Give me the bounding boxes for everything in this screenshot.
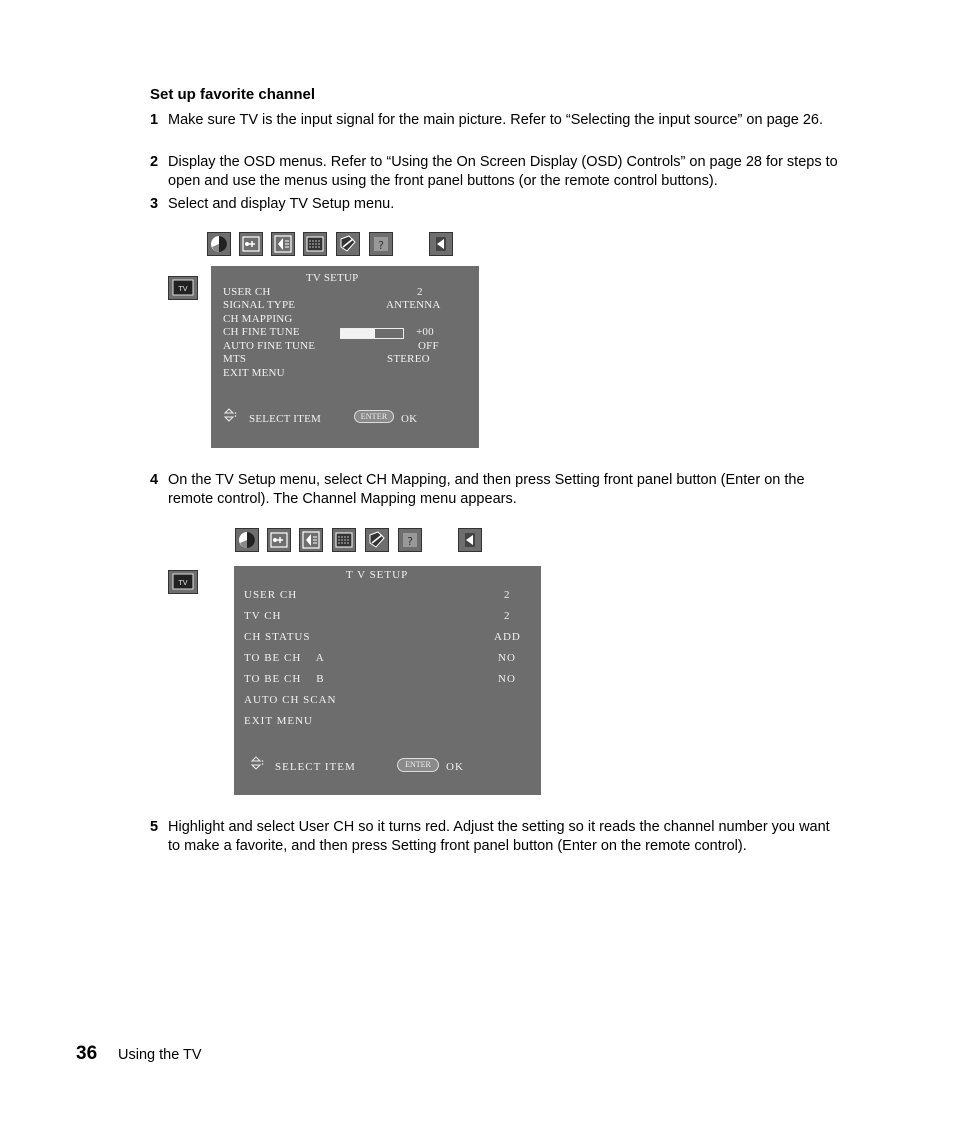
svg-text:?: ? [407, 535, 413, 548]
step-text: Select and display TV Setup menu. [168, 196, 395, 212]
exit-icon [429, 232, 453, 256]
step-4 [150, 471, 840, 509]
menu-item-auto-fine-tune[interactable]: AUTO FINE TUNE [223, 340, 316, 352]
step-text: Display the OSD menus. Refer to “Using the On Screen Display (OSD) Controls” on page 28 for steps to open and use the menus using the front panel buttons (or the remote control buttons). [168, 154, 838, 189]
osd-title: T V SETUP [346, 569, 409, 581]
menu-item-auto-ch-scan[interactable]: AUTO CH SCAN [244, 694, 337, 706]
menu-value: 2 [504, 589, 511, 601]
enter-button-icon: ENTER [354, 410, 394, 423]
settings-icon [336, 232, 360, 256]
up-down-arrows-icon [250, 756, 264, 770]
ok-label: OK [401, 413, 418, 425]
tv-icon-label: TV [178, 579, 188, 587]
step-5 [150, 818, 840, 856]
menu-value: 2 [417, 286, 423, 298]
menu-value: ADD [494, 631, 521, 643]
svg-text:?: ? [378, 239, 384, 252]
help-icon [369, 232, 393, 256]
ok-label: OK [446, 761, 464, 773]
menu-value: STEREO [387, 353, 430, 365]
color-icon [235, 528, 259, 552]
menu-item-signal-type[interactable]: SIGNAL TYPE [223, 299, 296, 311]
select-item-label: SELECT ITEM [249, 413, 321, 425]
tv-setup-osd-menu [211, 266, 479, 448]
step-number: 2 [150, 154, 159, 170]
menu-value: NO [498, 673, 516, 685]
fine-tune-slider-fill [341, 329, 375, 338]
menu-item-user-ch[interactable]: USER CH [244, 589, 298, 601]
menu-item-tv-ch[interactable]: TV CH [244, 610, 282, 622]
up-down-arrows-icon [223, 408, 237, 422]
step-number: 3 [150, 196, 159, 212]
menu-item-mts[interactable]: MTS [223, 353, 247, 365]
step-text: Make sure TV is the input signal for the main picture. Refer to “Selecting the input source” on page 26. [168, 112, 824, 128]
help-icon [398, 528, 422, 552]
menu-value: OFF [418, 340, 439, 352]
menu-value: NO [498, 652, 516, 664]
menu-item-to-be-ch-b[interactable]: TO BE CH B [244, 673, 325, 685]
tv-menu-icon [168, 276, 198, 300]
fine-tune-slider[interactable] [340, 328, 404, 339]
tv-icon-label: TV [178, 285, 188, 293]
channel-mapping-osd-menu [234, 566, 541, 795]
step-1 [150, 111, 840, 130]
audio-icon [299, 528, 323, 552]
menu-item-exit-menu[interactable]: EXIT MENU [244, 715, 313, 727]
menu-item-exit-menu[interactable]: EXIT MENU [223, 367, 285, 379]
step-text: Highlight and select User CH so it turns red. Adjust the setting so it reads the channel number you want to make a favorite, and then press Setting front panel button (Enter on the remote control). [168, 819, 830, 854]
osd-title: TV SETUP [306, 272, 359, 284]
step-2 [150, 153, 840, 191]
settings-icon [365, 528, 389, 552]
color-icon [207, 232, 231, 256]
menu-value: 2 [504, 610, 511, 622]
step-3 [150, 195, 840, 214]
menu-item-ch-mapping[interactable]: CH MAPPING [223, 313, 293, 325]
image-icon [332, 528, 356, 552]
menu-item-ch-fine-tune[interactable]: CH FINE TUNE [223, 326, 300, 338]
exit-icon [458, 528, 482, 552]
footer-section-title: Using the TV [118, 1047, 202, 1063]
position-icon [267, 528, 291, 552]
image-icon [303, 232, 327, 256]
select-item-label: SELECT ITEM [275, 761, 356, 773]
menu-value: +00 [416, 326, 434, 338]
audio-icon [271, 232, 295, 256]
menu-item-ch-status[interactable]: CH STATUS [244, 631, 311, 643]
menu-item-to-be-ch-a[interactable]: TO BE CH A [244, 652, 325, 664]
enter-button-icon: ENTER [397, 758, 439, 772]
position-icon [239, 232, 263, 256]
section-heading: Set up favorite channel [150, 86, 316, 103]
menu-item-user-ch[interactable]: USER CH [223, 286, 271, 298]
step-number: 1 [150, 112, 159, 128]
step-text: On the TV Setup menu, select CH Mapping, and then press Setting front panel button (Enter on the remote control). The Channel Mapping menu appears. [168, 472, 805, 507]
tv-menu-icon [168, 570, 198, 594]
step-number: 4 [150, 472, 159, 488]
page-number: 36 [76, 1043, 98, 1064]
step-number: 5 [150, 819, 159, 835]
menu-value: ANTENNA [386, 299, 441, 311]
